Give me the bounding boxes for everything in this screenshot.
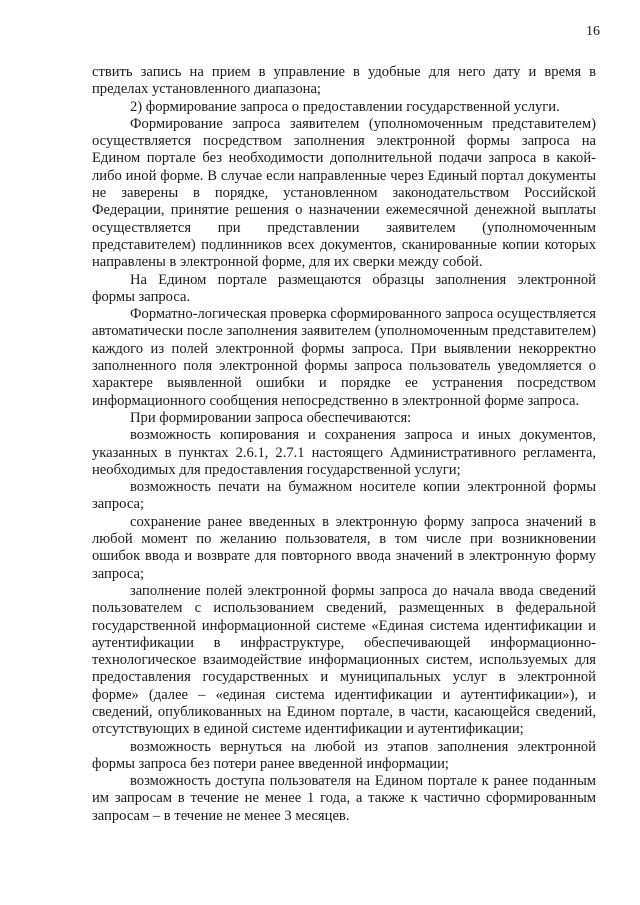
- list-item: заполнение полей электронной формы запроса до начала ввода сведений пользователем с использованием сведений, размещенных в федеральной государственной информационной системе «Единая система идентификации и аутентификации в инфраструктуре, обеспечивающей информационно-технологическое взаимодействие информационных систем, используемых для предоставления государственных и муниципальных услуг в электронной форме» (далее – «единая система идентификации и аутентификации»), и сведений, опубликованных на Едином портале, в части, касающейся сведений, отсутствующих в единой системе идентификации и аутентификации;: [92, 582, 596, 738]
- paragraph: 2) формирование запроса о предоставлении государственной услуги.: [130, 98, 560, 115]
- list-item: возможность печати на бумажном носителе копии электронной формы запроса;: [92, 479, 596, 513]
- list-item: сохранение ранее введенных в электронную форму запроса значений в любой момент по желанию пользователя, в том числе при возникновении ошибок ввода и возврате для повторного ввода значений в электронную форму запроса;: [92, 513, 596, 582]
- paragraph: На Едином портале размещаются образцы заполнения электронной формы запроса.: [92, 271, 596, 305]
- paragraph: Формирование запроса заявителем (уполномоченным представителем) осуществляется посредством заполнения электронной формы запроса на Едином портале без необходимости дополнительной подачи запроса в какой-либо иной форме. В случае если направленные через Единый портал документы не заверены в порядке, установленном законодательством Российской Федерации, принятие решения о назначении ежемесячной денежной выплаты осуществляется при представлении заявителем (уполномоченным представителем) подлинников всех документов, сканированные копии которых направлены в электронной форме, для их сверки между собой.: [92, 115, 596, 271]
- paragraph: Форматно-логическая проверка сформированного запроса осуществляется автоматически после заполнения заявителем (уполномоченным представителем) каждого из полей электронной формы запроса. При выявлении некорректно заполненного поля электронной формы запроса пользователь уведомляется о характере выявленной ошибки и порядке ее устранения посредством информационного сообщения непосредственно в электронной форме запроса.: [92, 306, 596, 409]
- paragraph: При формировании запроса обеспечиваются:: [130, 409, 412, 426]
- paragraph: ствить запись на прием в управление в удобные для него дату и время в пределах установленного диапазона;: [92, 64, 596, 98]
- list-item: возможность копирования и сохранения запроса и иных документов, указанных в пунктах 2.6.1, 2.7.1 настоящего Административного регламента, необходимых для предоставления государственной услуги;: [92, 427, 596, 478]
- body-text: [92, 64, 596, 825]
- page-number: 16: [586, 24, 600, 39]
- list-item: возможность вернуться на любой из этапов заполнения электронной формы запроса без потери ранее введенной информации;: [92, 738, 596, 772]
- list-item: возможность доступа пользователя на Едином портале к ранее поданным им запросам в течение не менее 1 года, а также к частично сформированным запросам – в течение не менее 3 месяцев.: [92, 773, 596, 824]
